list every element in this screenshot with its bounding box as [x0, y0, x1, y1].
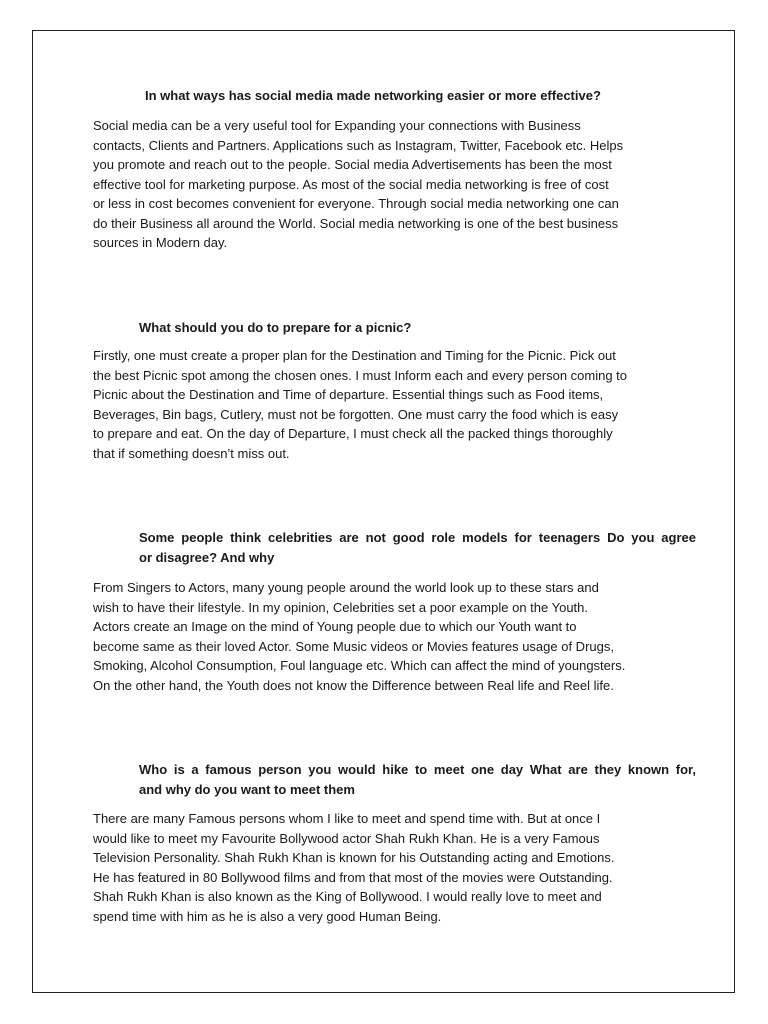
question-4-heading	[139, 760, 696, 799]
answer-line: would like to meet my Favourite Bollywood actor Shah Rukh Khan. He is a very Famous	[93, 830, 600, 846]
answer-line: effective tool for marketing purpose. As most of the social media networking is free of cost	[93, 176, 609, 192]
answer-line: On the other hand, the Youth does not know the Difference between Real life and Reel life.	[93, 677, 614, 693]
question-3-heading	[139, 528, 696, 567]
answer-line: or less in cost becomes convenient for everyone. Through social media networking one can	[93, 196, 619, 211]
answer-line: contacts, Clients and Partners. Applications such as Instagram, Twitter, Facebook etc. Helps	[93, 137, 624, 153]
question-line: or disagree? And why	[139, 549, 275, 565]
answer-line: to prepare and eat. On the day of Departure, I must check all the packed things thoroughly	[93, 426, 613, 441]
answer-3-paragraph	[93, 578, 693, 695]
answer-line: sources in Modern day.	[93, 235, 228, 250]
answer-line: wish to have their lifestyle. In my opinion, Celebrities set a poor example on the Youth.	[93, 599, 589, 615]
answer-line: become same as their loved Actor. Some Music videos or Movies features usage of Drugs,	[93, 638, 614, 654]
answer-line: From Singers to Actors, many young people around the world look up to these stars and	[93, 580, 599, 595]
question-line: and why do you want to meet them	[139, 781, 355, 797]
answer-line: spend time with him as he is also a very good Human Being.	[93, 908, 442, 924]
answer-line: that if something doesn’t miss out.	[93, 445, 290, 461]
answer-line: Actors create an Image on the mind of Young people due to which our Youth want to	[93, 619, 577, 634]
question-line: Some people think celebrities are not good role models for teenagers Do you agree	[139, 530, 696, 545]
question-line: Who is a famous person you would hike to meet one day What are they known for,	[139, 762, 696, 777]
answer-line: Firstly, one must create a proper plan for the Destination and Timing for the Picnic. Pick out	[93, 348, 616, 363]
answer-line: He has featured in 80 Bollywood films and from that most of the movies were Outstanding.	[93, 869, 613, 885]
answer-line: There are many Famous persons whom I like to meet and spend time with. But at once I	[93, 811, 601, 826]
answer-line: Television Personality. Shah Rukh Khan is known for his Outstanding acting and Emotions.	[93, 850, 615, 865]
answer-line: Social media can be a very useful tool for Expanding your connections with Business	[93, 118, 581, 133]
answer-line: Picnic about the Destination and Time of departure. Essential things such as Food items,	[93, 387, 604, 402]
answer-2-paragraph	[93, 346, 693, 463]
question-1-heading: In what ways has social media made networking easier or more effective?	[145, 88, 601, 103]
answer-line: Shah Rukh Khan is also known as the King of Bollywood. I would really love to meet and	[93, 889, 602, 904]
answer-line: do their Business all around the World. Social media networking is one of the best business	[93, 215, 619, 231]
answer-line: you promote and reach out to the people. Social media Advertisements has been the most	[93, 157, 612, 172]
answer-1-paragraph	[93, 116, 693, 253]
answer-4-paragraph	[93, 809, 693, 926]
question-2-heading: What should you do to prepare for a picnic?	[139, 320, 412, 335]
answer-line: the best Picnic spot among the chosen ones. I must Inform each and every person coming to	[93, 367, 628, 383]
answer-line: Beverages, Bin bags, Cutlery, must not be forgotten. One must carry the food which is easy	[93, 406, 619, 422]
answer-line: Smoking, Alcohol Consumption, Foul language etc. Which can affect the mind of youngsters.	[93, 658, 626, 673]
